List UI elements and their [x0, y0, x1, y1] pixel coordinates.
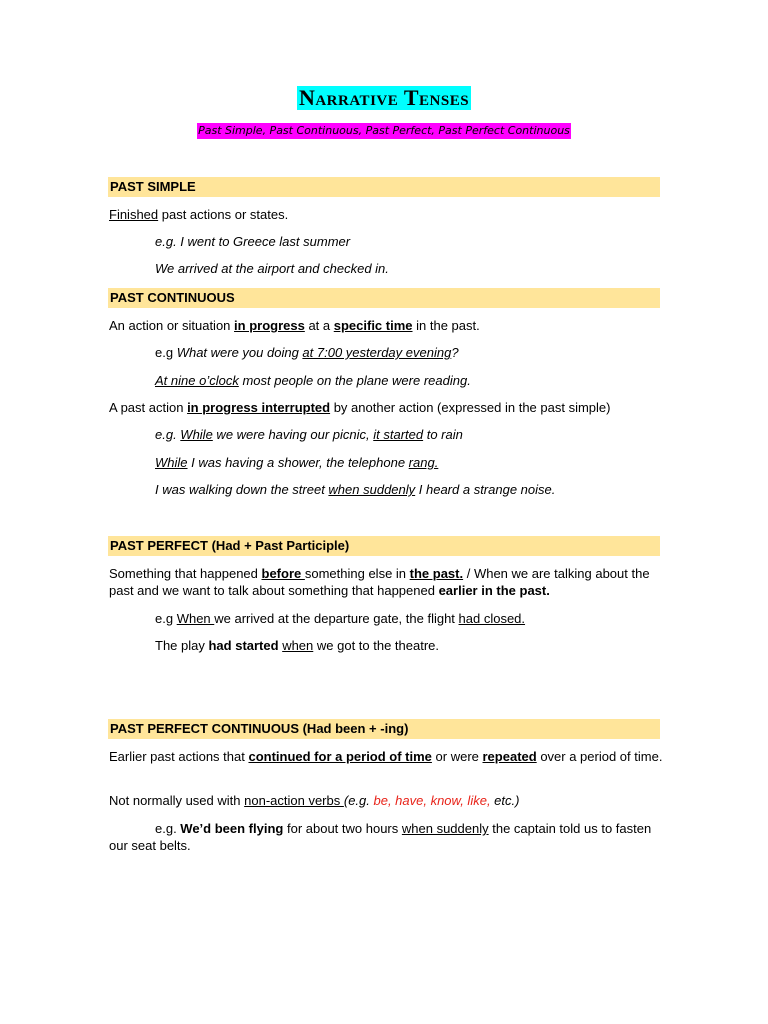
text-span: for about two hours — [283, 821, 402, 836]
past-simple-example-1: e.g. I went to Greece last summer — [155, 234, 351, 249]
text-span: the past. — [409, 566, 464, 581]
past-simple-example-2: We arrived at the airport and checked in. — [155, 261, 389, 276]
text-span: The play — [155, 638, 209, 653]
past-continuous-example-3 — [155, 426, 660, 443]
text-span: when — [282, 638, 314, 653]
text-span: I was walking down the street — [155, 482, 329, 497]
text-span: What were you doing — [176, 345, 303, 360]
text-span: repeated — [482, 749, 537, 764]
page-subtitle: Past Simple, Past Continuous, Past Perfect, Past Perfect Continuous — [198, 124, 570, 137]
past-continuous-definition-2 — [109, 399, 664, 416]
section-heading-past-perfect: PAST PERFECT (Had + Past Participle) — [108, 536, 660, 556]
text-span: we got to the theatre. — [313, 638, 440, 653]
text-span: to rain — [423, 427, 463, 442]
text-span: Earlier past actions that — [109, 749, 249, 764]
text-span: Something that happened — [109, 566, 262, 581]
text-span: earlier in the past. — [438, 583, 550, 598]
text-span: at 7:00 yesterday evening — [302, 345, 452, 360]
page-title: Narrative Tenses — [298, 85, 470, 110]
section-heading-past-simple: PAST SIMPLE — [108, 177, 660, 197]
text-span: when suddenly — [401, 821, 489, 836]
text-span: we arrived at the departure gate, the flight — [214, 611, 459, 626]
past-continuous-example-5 — [155, 481, 660, 498]
text-span: Not normally used with — [109, 793, 245, 808]
section-heading-past-perfect-continuous: PAST PERFECT CONTINUOUS (Had been + -ing) — [108, 719, 660, 739]
text-span: it started — [373, 427, 424, 442]
past-perfect-definition — [109, 565, 664, 599]
text-span: While — [155, 455, 188, 470]
text-span: had closed. — [458, 611, 526, 626]
text-span: e.g. — [155, 427, 181, 442]
text-span: most people on the plane were reading. — [238, 373, 471, 388]
text-span: Finished — [109, 207, 159, 222]
text-span: While — [180, 427, 213, 442]
text-span: When — [176, 611, 215, 626]
past-continuous-definition-1 — [109, 317, 664, 334]
past-perfect-continuous-definition-2 — [109, 792, 664, 809]
subtitle-wrap — [0, 122, 768, 139]
text-span: e.g — [155, 611, 177, 626]
text-span: e.g — [155, 345, 177, 360]
text-span: At nine o’clock — [155, 373, 239, 388]
text-span: continued for a period of time — [248, 749, 432, 764]
text-span: I was having a shower, the telephone — [187, 455, 409, 470]
text-span: before — [261, 566, 305, 581]
text-span: in progress interrupted — [187, 400, 331, 415]
text-span: when suddenly — [328, 482, 416, 497]
text-span: / When we are talking about the past and we want to talk about something that happened — [109, 566, 650, 598]
text-span: ? — [451, 345, 459, 360]
past-perfect-continuous-example-1 — [109, 820, 664, 854]
past-perfect-continuous-definition-1 — [109, 748, 664, 765]
text-span: specific time — [333, 318, 413, 333]
text-span: by another action (expressed in the past simple) — [330, 400, 611, 415]
text-span: at a — [304, 318, 334, 333]
text-span: over a period of time. — [536, 749, 663, 764]
text-span: the captain told us to fasten our seat belts. — [109, 821, 652, 853]
past-perfect-example-1 — [155, 610, 660, 627]
text-span: I heard a strange noise. — [415, 482, 556, 497]
text-span: something else in — [304, 566, 410, 581]
text-span: in progress — [234, 318, 305, 333]
text-span: A past action — [109, 400, 188, 415]
text-span: be, have, know, like, — [373, 793, 491, 808]
section-heading-past-continuous: PAST CONTINUOUS — [108, 288, 660, 308]
past-perfect-example-2 — [155, 637, 660, 654]
text-span: past actions or states. — [158, 207, 289, 222]
text-span: etc.) — [490, 793, 520, 808]
text-span: An action or situation — [109, 318, 235, 333]
past-continuous-example-1 — [155, 344, 660, 361]
past-continuous-example-2 — [155, 372, 660, 389]
text-span: (e.g. — [343, 793, 374, 808]
text-span: or were — [431, 749, 483, 764]
text-span: we were having our picnic, — [212, 427, 374, 442]
text-span: e.g. — [155, 821, 181, 836]
title-wrap — [0, 86, 768, 110]
text-span: had started — [208, 638, 279, 653]
past-simple-definition — [109, 206, 664, 223]
text-span: non-action verbs — [244, 793, 344, 808]
text-span: We’d been flying — [180, 821, 284, 836]
text-span: rang. — [408, 455, 439, 470]
text-span: in the past. — [412, 318, 480, 333]
past-continuous-example-4 — [155, 454, 660, 471]
